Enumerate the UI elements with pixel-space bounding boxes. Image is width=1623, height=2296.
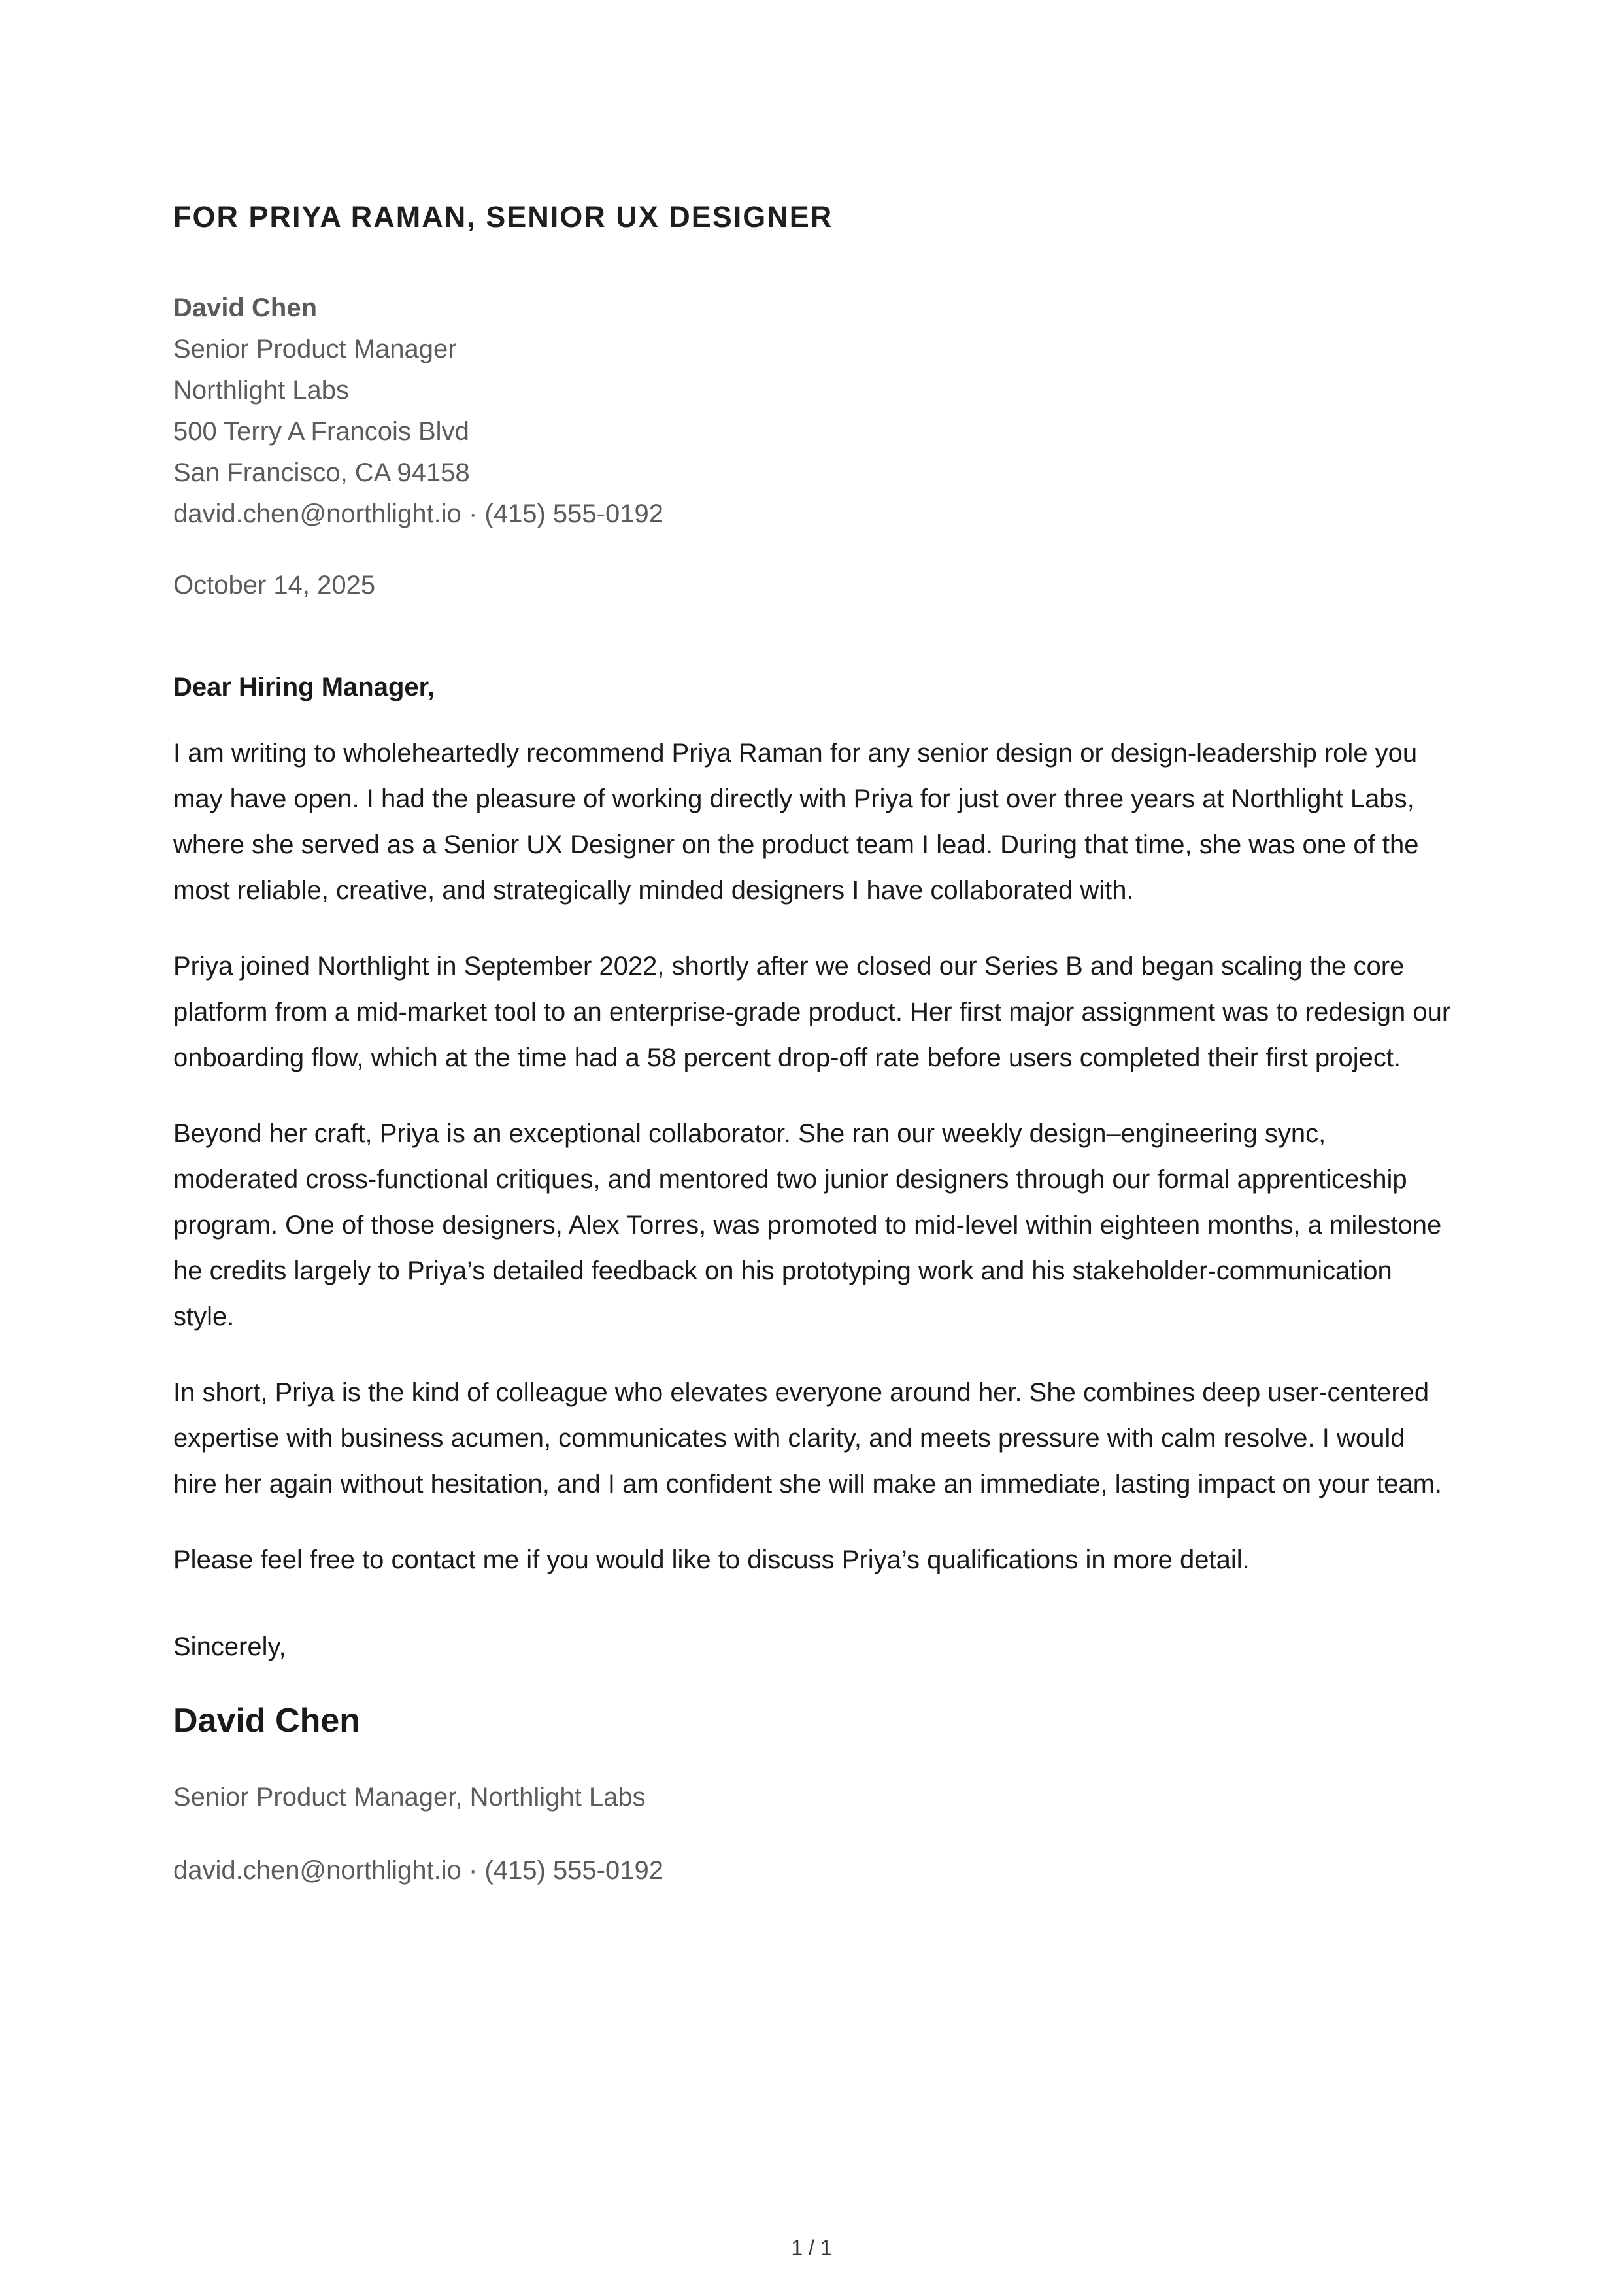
sender-name: David Chen <box>173 294 318 322</box>
body-paragraph: Priya joined Northlight in September 2022, shortly after we closed our Series B and began scaling the core platform from a mid-market tool to an enterprise-grade product. Her first major assignment was to redesign our onboarding flow, which at the time had a 58 percent drop-off rate before users completed their first project. <box>173 952 1451 1072</box>
page-number: 1 / 1 <box>791 2236 832 2259</box>
sender-company: Northlight Labs <box>173 376 350 405</box>
sender-address-line2: San Francisco, CA 94158 <box>173 458 470 487</box>
closing: Sincerely, <box>173 1632 286 1661</box>
letter-page <box>173 196 1454 1891</box>
letter-date: October 14, 2025 <box>173 571 376 599</box>
body-paragraph: In short, Priya is the kind of colleague who elevates everyone around her. She combines deep user-centered expertise with business acumen, communicates with clarity, and meets pressure with calm resolve. I would hire her again without hesitation, and I am confident she will make an immediate, lasting impact on your team. <box>173 1378 1443 1498</box>
letter-heading: FOR PRIYA RAMAN, SENIOR UX DESIGNER <box>173 200 833 233</box>
signature-contact: david.chen@northlight.io · (415) 555-0192 <box>173 1856 663 1885</box>
signature-name: David Chen <box>173 1702 361 1740</box>
salutation: Dear Hiring Manager, <box>173 673 435 701</box>
sender-address-line1: 500 Terry A Francois Blvd <box>173 417 469 446</box>
sender-title: Senior Product Manager <box>173 335 457 363</box>
sender-block <box>173 288 1454 535</box>
body-paragraph: I am writing to wholeheartedly recommend Priya Raman for any senior design or design-leadership role you may have open. I had the pleasure of working directly with Priya for just over three years at Northlight Labs, where she served as a Senior UX Designer on the product team I lead. During that time, she was one of the most reliable, creative, and strategically minded designers I have collaborated with. <box>173 739 1419 905</box>
body-paragraph: Please feel free to contact me if you would like to discuss Priya’s qualifications in more detail. <box>173 1545 1250 1574</box>
sender-contact: david.chen@northlight.io · (415) 555-0192 <box>173 499 663 528</box>
signature-title: Senior Product Manager, Northlight Labs <box>173 1783 646 1812</box>
body-paragraph: Beyond her craft, Priya is an exceptional collaborator. She ran our weekly design–engineering sync, moderated cross-functional critiques, and mentored two junior designers through our formal apprenticeship program. One of those designers, Alex Torres, was promoted to mid-level within eighteen months, a milestone he credits largely to Priya’s detailed feedback on his prototyping work and his stakeholder-communication style. <box>173 1119 1442 1331</box>
